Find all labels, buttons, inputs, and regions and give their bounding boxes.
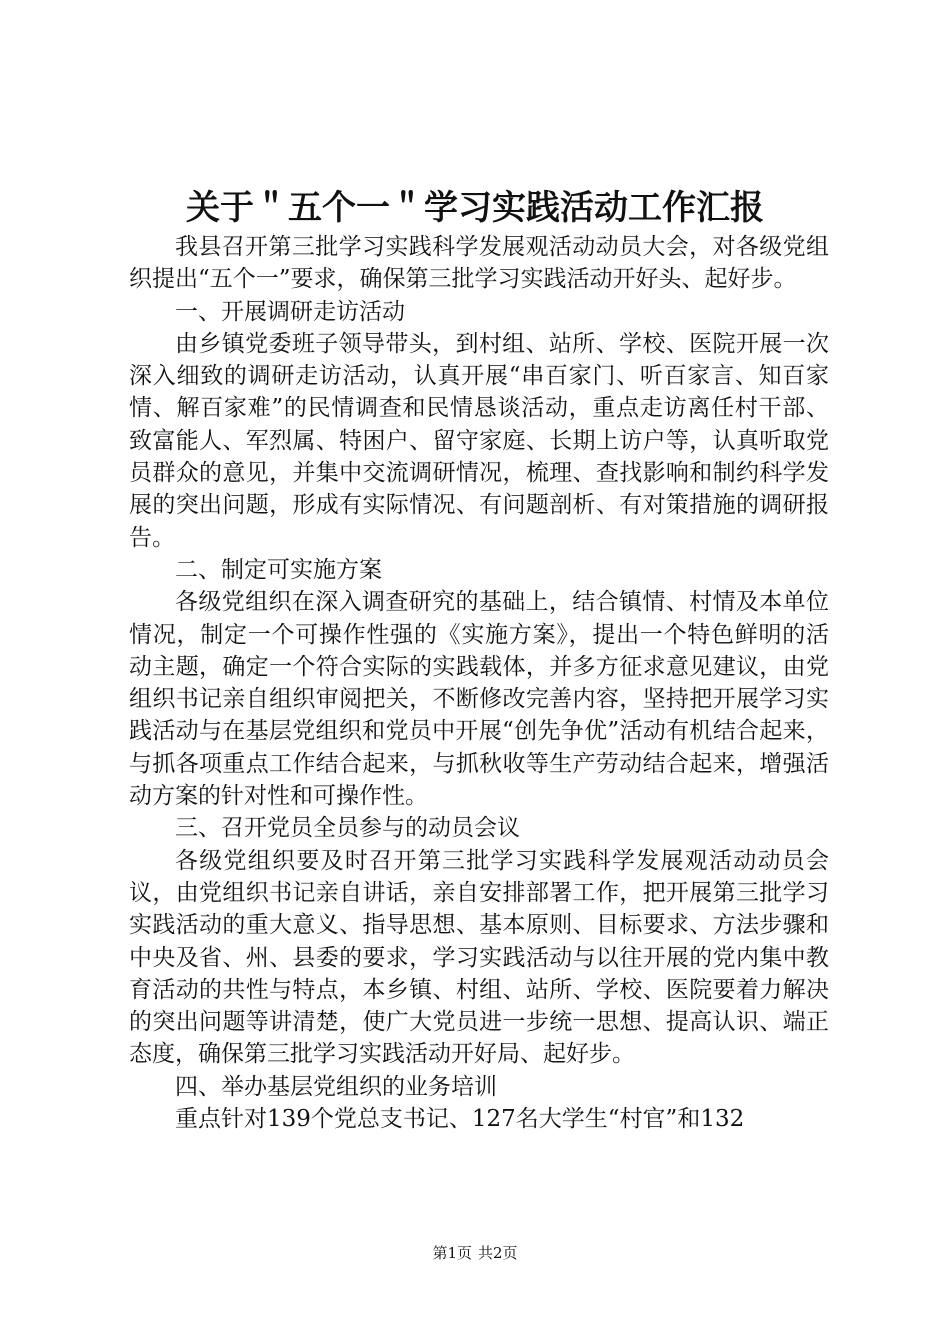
section-heading-1: 一、开展调研走访活动	[175, 298, 405, 325]
section-paragraph-3: 各级党组织要及时召开第三批学习实践科学发展观活动动员会议，由党组织书记亲自讲话，亲自安排部署工作，把开展第三批学习实践活动的重大意义、指导思想、基本原则、目标要求、方法步骤和中央及省、州、县委的要求，学习实践活动与以往开展的党内集中教育活动的共性与特点，本乡镇、村组、站所、学校、医院要着力解决的突出问题等讲清楚，使广大党员进一步统一思想、提高认识、端正态度，确保第三批学习实践活动开好局、起好步。	[129, 847, 829, 1068]
page-footer	[0, 1243, 950, 1263]
section-heading-3: 三、召开党员全员参与的动员会议	[175, 815, 520, 842]
page-total: 共2页	[478, 1244, 518, 1262]
document-title: 关于＂五个一＂学习实践活动工作汇报	[186, 188, 764, 228]
intro-paragraph: 我县召开第三批学习实践科学发展观活动动员大会，对各级党组织提出“五个一”要求，确保第三批学习实践活动开好头、起好步。	[129, 234, 829, 293]
section-paragraph-1: 由乡镇党委班子领导带头，到村组、站所、学校、医院开展一次深入细致的调研走访活动，认真开展“串百家门、听百家言、知百家情、解百家难”的民情调查和民情恳谈活动，重点走访离任村干部、致富能人、军烈属、特困户、留守家庭、长期上访户等，认真听取党员群众的意见，并集中交流调研情况，梳理、查找影响和制约科学发展的突出问题，形成有实际情况、有问题剖析、有对策措施的调研报告。	[129, 330, 829, 551]
section-paragraph-4: 重点针对139个党总支书记、127名大学生“村官”和132	[175, 1106, 745, 1133]
section-heading-4: 四、举办基层党组织的业务培训	[175, 1073, 497, 1100]
section-heading-2: 二、制定可实施方案	[175, 556, 382, 583]
page-number: 第1页	[432, 1244, 472, 1262]
section-paragraph-2: 各级党组织在深入调查研究的基础上，结合镇情、村情及本单位情况，制定一个可操作性强的《实施方案》，提出一个特色鲜明的活动主题，确定一个符合实际的实践载体，并多方征求意见建议，由党组织书记亲自组织审阅把关，不断修改完善内容，坚持把开展学习实践活动与在基层党组织和党员中开展“创先争优”活动有机结合起来，与抓各项重点工作结合起来，与抓秋收等生产劳动结合起来，增强活动方案的针对性和可操作性。	[129, 589, 829, 810]
document-body	[129, 231, 829, 1135]
